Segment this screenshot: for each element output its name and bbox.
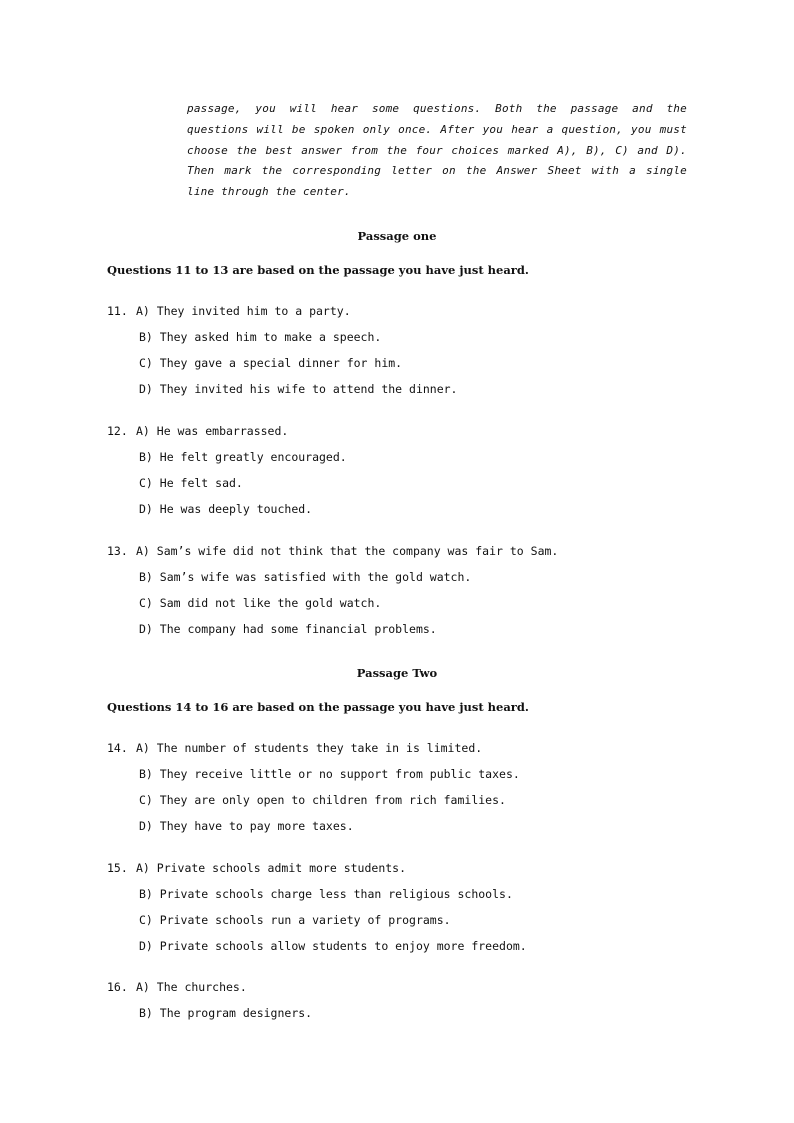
intro-word: Sheet [547, 164, 582, 178]
intro-line [187, 161, 687, 182]
answer-option-d: D) Private schools allow students to enjoy more freedom. [139, 939, 527, 953]
intro-word: the [666, 102, 687, 115]
intro-word: mark [224, 164, 252, 178]
intro-line [187, 120, 687, 141]
intro-word: you [255, 102, 276, 115]
intro-word: be [291, 122, 306, 136]
question-number: 16. [107, 980, 128, 994]
intro-word: you [631, 122, 652, 136]
intro-word: the [261, 164, 283, 178]
intro-word: and [637, 143, 658, 157]
intro-word: a [629, 164, 636, 178]
answer-option-a: A) The churches. [136, 980, 247, 994]
intro-word: a [546, 122, 554, 136]
intro-word: must [659, 122, 687, 136]
answer-option-c: C) Sam did not like the gold watch. [139, 596, 382, 610]
answer-option-d: D) The company had some financial problems. [139, 622, 437, 636]
intro-word: choices [451, 143, 500, 157]
answer-option-b: B) He felt greatly encouraged. [139, 450, 347, 464]
intro-line [187, 99, 687, 120]
passage-one-title: Passage one [357, 229, 437, 243]
intro-word: with [591, 164, 620, 178]
intro-line [187, 182, 687, 203]
intro-word: corresponding [292, 164, 382, 178]
intro-word: the [465, 164, 487, 178]
intro-word: on [442, 164, 456, 178]
intro-word: B), [586, 143, 607, 157]
intro-word: After [440, 122, 475, 136]
intro-word: choose [187, 143, 228, 157]
intro-word: will [289, 102, 318, 115]
intro-word: Both [495, 102, 523, 115]
answer-option-d: D) They invited his wife to attend the dinner. [139, 382, 458, 396]
passage-one-instruction: Questions 11 to 13 are based on the passage you have just heard. [107, 263, 529, 277]
intro-word: the [236, 143, 257, 157]
answer-option-d: D) He was deeply touched. [139, 502, 313, 516]
question-number: 11. [107, 304, 128, 318]
intro-word: C) [615, 143, 629, 157]
answer-option-b: B) They asked him to make a speech. [139, 330, 382, 344]
passage-two-instruction: Questions 14 to 16 are based on the passage you have just heard. [107, 700, 529, 714]
intro-word: passage [570, 102, 619, 115]
answer-option-c: C) Private schools run a variety of programs. [139, 913, 451, 927]
question-number: 15. [107, 861, 128, 875]
answer-option-c: C) They are only open to children from rich families. [139, 793, 506, 807]
intro-word: question, [561, 122, 623, 136]
intro-word: line through the center. [187, 185, 351, 199]
answer-option-a: A) Private schools admit more students. [136, 861, 407, 875]
intro-word: only [362, 122, 391, 136]
answer-option-c: C) He felt sad. [139, 476, 243, 490]
intro-word: hear [330, 102, 359, 115]
answer-option-a: A) The number of students they take in is limited. [136, 741, 483, 755]
intro-word: and [632, 102, 653, 115]
intro-word: answer [301, 143, 343, 157]
intro-word: A), [557, 143, 578, 157]
intro-word: you [482, 122, 504, 136]
answer-option-b: B) The program designers. [139, 1006, 313, 1020]
answer-option-b: B) They receive little or no support from public taxes. [139, 767, 520, 781]
question-number: 12. [107, 424, 128, 438]
answer-option-c: C) They gave a special dinner for him. [139, 356, 403, 370]
question-number: 14. [107, 741, 128, 755]
intro-word: the [386, 143, 408, 157]
intro-word: the [536, 102, 557, 115]
intro-word: letter [391, 164, 433, 178]
intro-word: some [371, 102, 400, 115]
intro-word: four [415, 143, 443, 157]
intro-word: single [646, 164, 687, 178]
intro-word: hear [511, 122, 539, 136]
intro-word: Then [187, 164, 215, 178]
intro-line [187, 141, 687, 162]
intro-word: marked [507, 143, 549, 157]
intro-word: questions [187, 122, 249, 136]
answer-option-a: A) They invited him to a party. [136, 304, 351, 318]
answer-option-b: B) Private schools charge less than religious schools. [139, 887, 513, 901]
answer-option-a: A) He was embarrassed. [136, 424, 289, 438]
intro-word: best [265, 143, 293, 157]
intro-word: D). [666, 143, 687, 157]
intro-word: questions. [413, 102, 482, 115]
answer-option-b: B) Sam’s wife was satisfied with the gold watch. [139, 570, 472, 584]
intro-paragraph [187, 99, 687, 203]
intro-word: spoken [313, 122, 355, 136]
intro-word: will [256, 122, 284, 136]
intro-word: once. [398, 122, 433, 136]
answer-option-d: D) They have to pay more taxes. [139, 819, 354, 833]
answer-option-a: A) Sam’s wife did not think that the company was fair to Sam. [136, 544, 559, 558]
passage-two-title: Passage Two [356, 666, 438, 680]
question-number: 13. [107, 544, 128, 558]
intro-word: Answer [496, 164, 538, 178]
intro-word: from [350, 143, 379, 157]
intro-word: passage, [187, 102, 242, 115]
